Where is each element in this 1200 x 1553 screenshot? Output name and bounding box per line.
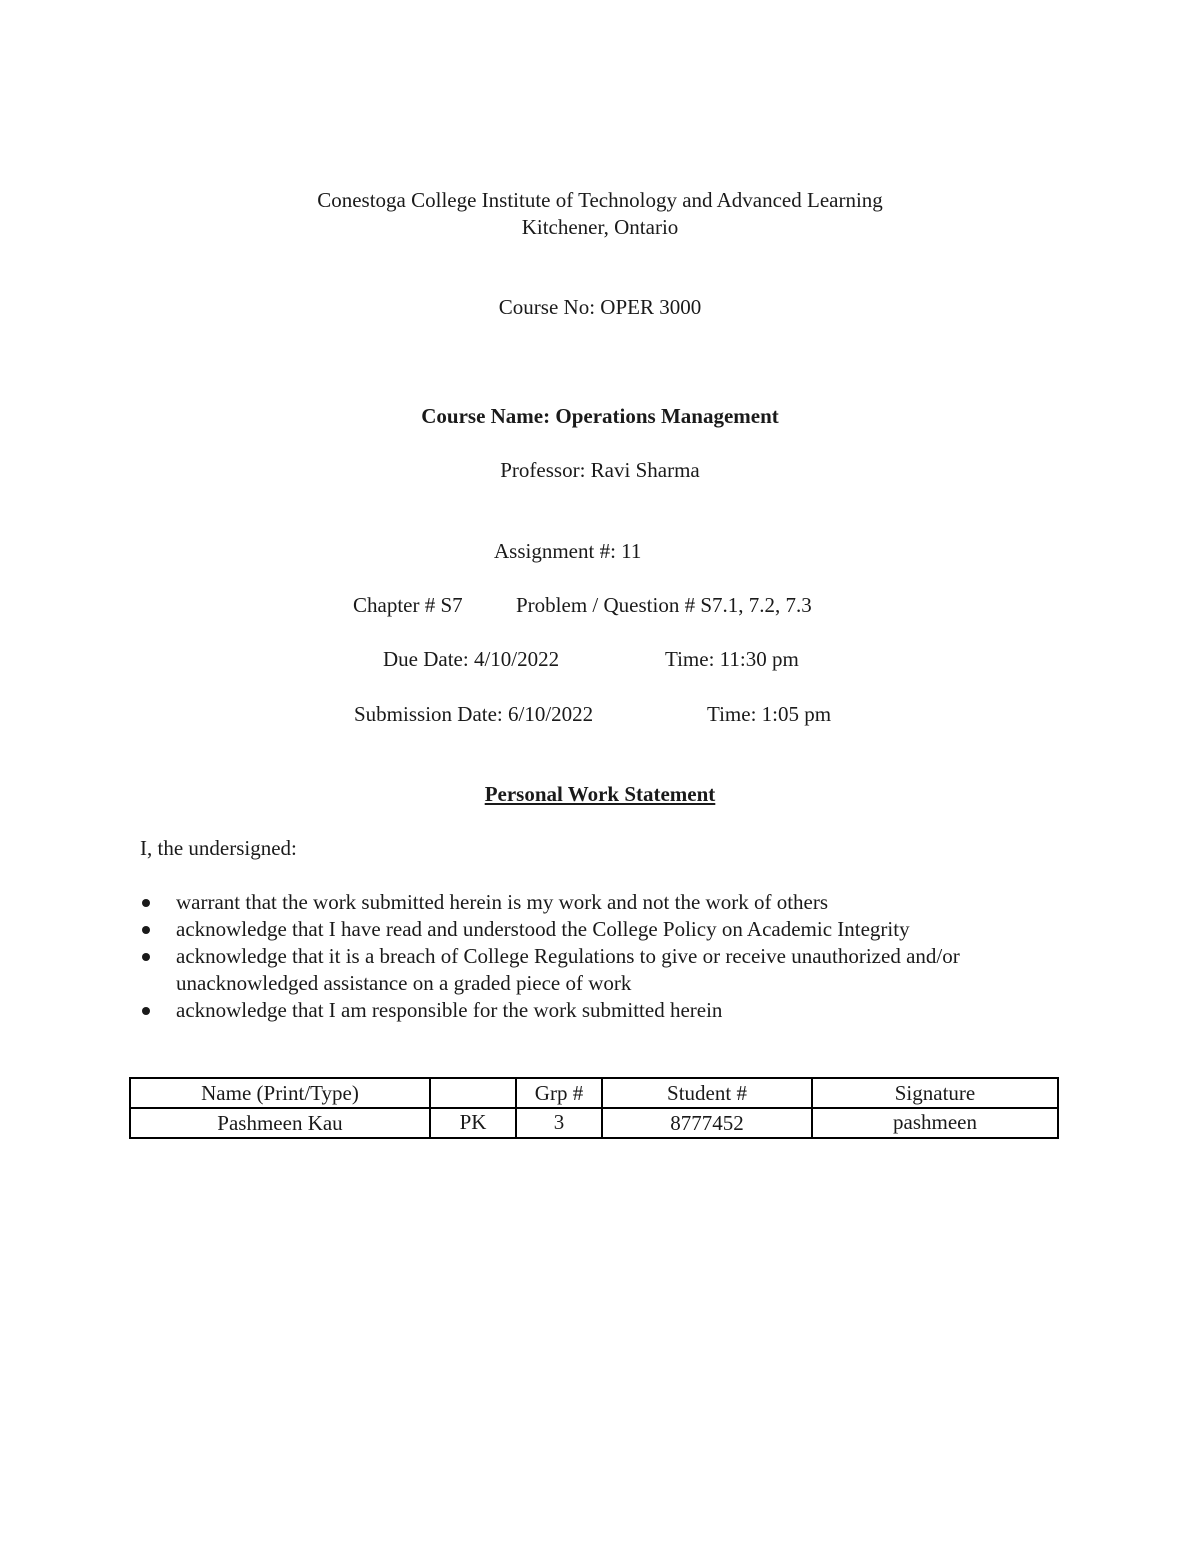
cell-initials: PK [430,1108,516,1138]
due-date: Due Date: 4/10/2022 [383,647,560,671]
statement-bullet-list [140,889,1040,1024]
list-item [140,889,1040,916]
cell-student-number: 8777452 [602,1108,812,1138]
statement-intro: I, the undersigned: [140,836,297,860]
table-header-row [130,1078,1058,1108]
bullet-text: acknowledge that I am responsible for the work submitted herein [176,998,723,1022]
bullet-icon [142,953,150,961]
list-item [140,916,1040,943]
bullet-text: acknowledge that I have read and understood the College Policy on Academic Integrity [176,917,910,941]
list-item [140,943,988,997]
bullet-text: acknowledge that it is a breach of College Regulations to give or receive unauthorized and/or unacknowledged assistance on a graded piece of work [176,944,960,995]
header-group: Grp # [516,1078,602,1108]
course-name: Course Name: Operations Management [421,404,779,428]
chapter-number: Chapter # S7 [353,593,463,617]
bullet-icon [142,926,150,934]
due-time: Time: 11:30 pm [665,647,799,671]
header-student-number: Student # [602,1078,812,1108]
institution-location: Kitchener, Ontario [521,215,679,239]
bullet-icon [142,1007,150,1015]
statement-title: Personal Work Statement [484,782,716,806]
bullet-icon [142,899,150,907]
header-name: Name (Print/Type) [130,1078,430,1108]
header-initials [430,1078,516,1108]
cell-name: Pashmeen Kau [130,1108,430,1138]
professor-name: Professor: Ravi Sharma [500,458,700,482]
bullet-text: warrant that the work submitted herein is my work and not the work of others [176,890,829,914]
course-number: Course No: OPER 3000 [498,295,702,319]
assignment-number: Assignment #: 11 [494,539,642,563]
cell-group: 3 [516,1108,602,1138]
institution-name: Conestoga College Institute of Technology and Advanced Learning [317,188,883,212]
cell-signature: pashmeen [812,1108,1058,1138]
list-item [140,997,1040,1024]
submission-date: Submission Date: 6/10/2022 [354,702,594,726]
header-signature: Signature [812,1078,1058,1108]
problem-numbers: Problem / Question # S7.1, 7.2, 7.3 [516,593,812,617]
table-row [130,1108,1058,1138]
submission-time: Time: 1:05 pm [707,702,832,726]
signature-table [129,1077,1059,1139]
